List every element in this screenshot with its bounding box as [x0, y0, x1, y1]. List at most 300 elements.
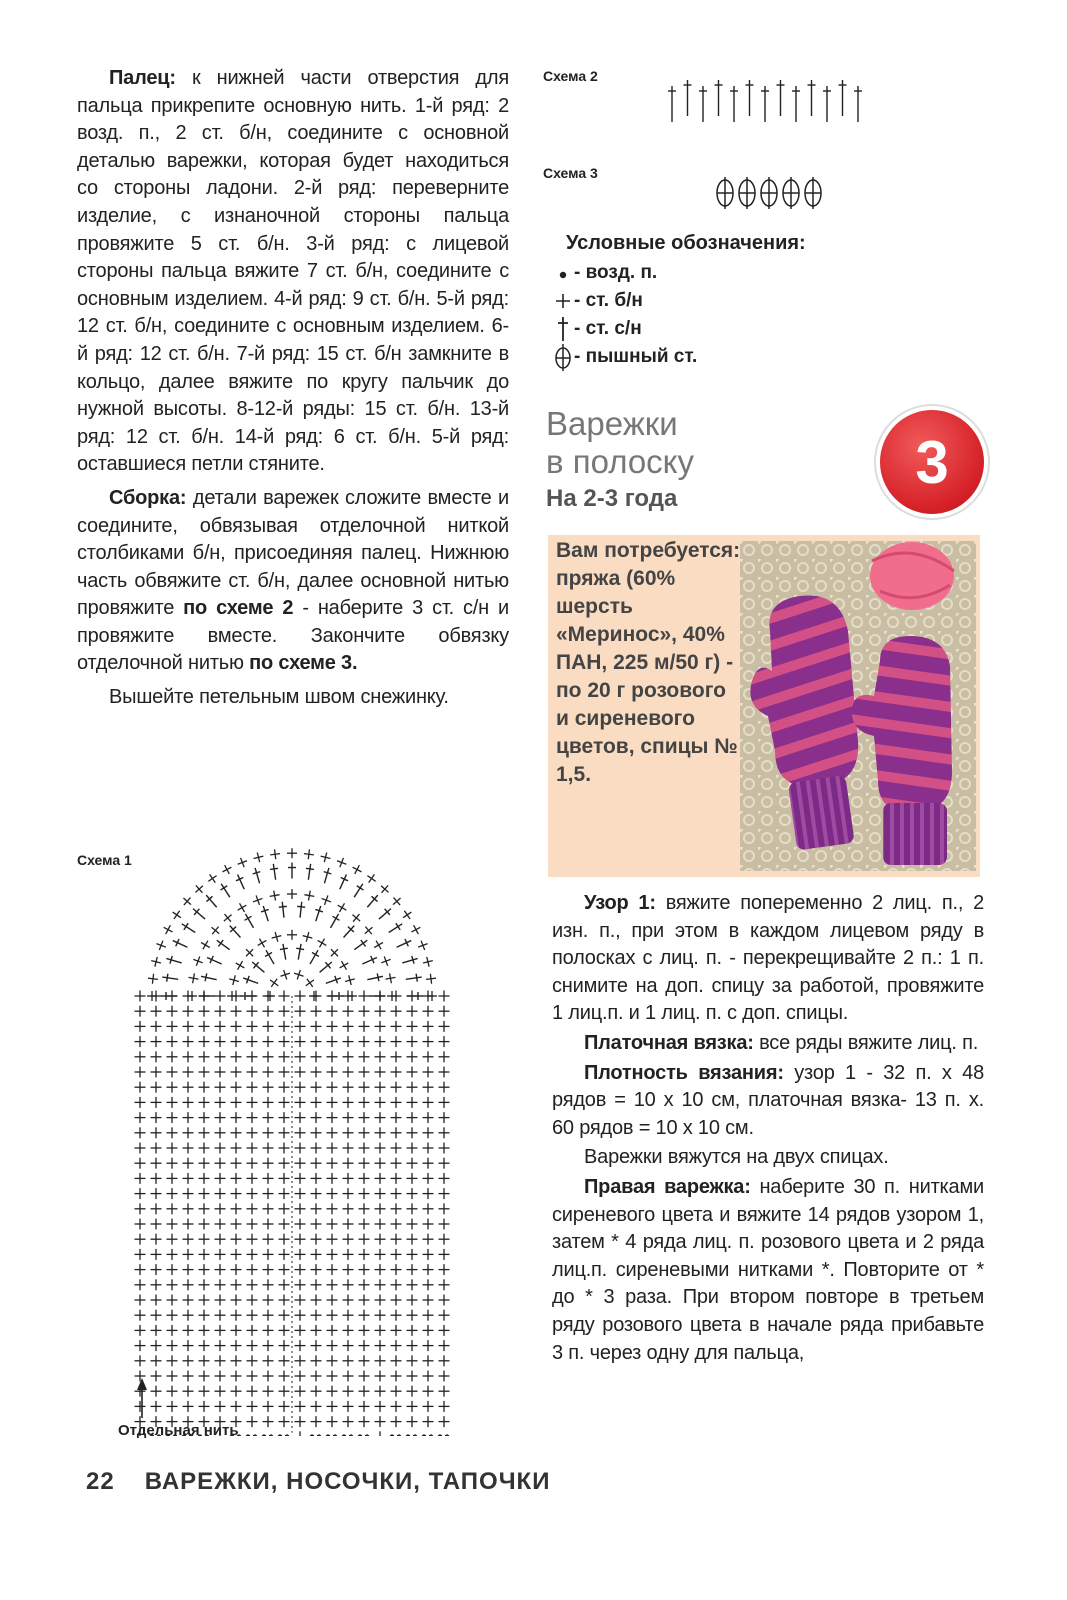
- sc-stitch: [279, 1097, 290, 1108]
- sc-stitch: [311, 1340, 322, 1351]
- sc-stitch: [407, 1112, 418, 1123]
- sc-stitch: [135, 1097, 146, 1108]
- sc-stitch: [279, 991, 290, 1002]
- dc-stitch: [351, 882, 366, 900]
- sc-stitch: [327, 1401, 338, 1412]
- sc-stitch: [343, 1127, 354, 1138]
- sc-stitch: [439, 1264, 450, 1275]
- sc-stitch: [311, 1401, 322, 1412]
- sc-stitch: [343, 1371, 354, 1382]
- sc-stitch: [295, 1431, 306, 1436]
- sc-stitch: [247, 1325, 258, 1336]
- sc-stitch: [343, 1234, 354, 1245]
- sc-stitch: [231, 1234, 242, 1245]
- sc-stitch: [155, 939, 168, 952]
- sc-stitch: [215, 991, 226, 1002]
- two-needles-paragraph: Варежки вяжутся на двух спицах.: [584, 1146, 889, 1169]
- sc-stitch: [199, 1279, 210, 1290]
- sc-stitch: [151, 1067, 162, 1078]
- sc-stitch: [183, 1143, 194, 1154]
- sc-stitch: [263, 1219, 274, 1230]
- sc-stitch: [215, 1158, 226, 1169]
- chain-stitch: [429, 1434, 434, 1436]
- dc-stitch: [250, 959, 267, 975]
- arrow-icon: [137, 1378, 147, 1390]
- sc-stitch: [423, 1295, 434, 1306]
- sc-stitch: [231, 1279, 242, 1290]
- sc-stitch: [215, 1082, 226, 1093]
- sc-stitch: [167, 1082, 178, 1093]
- sc-stitch: [279, 1158, 290, 1169]
- sc-stitch: [311, 1036, 322, 1047]
- sc-stitch: [263, 1295, 274, 1306]
- sc-stitch: [279, 1006, 290, 1017]
- sc-stitch: [228, 974, 240, 986]
- sc-stitch: [295, 1112, 306, 1123]
- sc-stitch: [135, 1264, 146, 1275]
- sc-stitch: [247, 1401, 258, 1412]
- sc-stitch: [215, 1067, 226, 1078]
- sc-stitch: [183, 1340, 194, 1351]
- chain-stitch: [317, 1434, 322, 1436]
- sc-stitch: [231, 1203, 242, 1214]
- sc-stitch: [167, 1355, 178, 1366]
- sc-stitch: [311, 1188, 322, 1199]
- mittens-photo: [740, 541, 976, 871]
- separate-thread-label: Отдельная нить: [118, 1422, 239, 1439]
- dc-stitch: [180, 920, 198, 935]
- sc-stitch: [183, 1371, 194, 1382]
- sc-stitch: [375, 1310, 386, 1321]
- sc-stitch: [263, 1143, 274, 1154]
- sc-stitch: [350, 863, 364, 877]
- sc-stitch: [231, 1310, 242, 1321]
- sc-stitch: [327, 1325, 338, 1336]
- sc-stitch: [372, 938, 386, 952]
- sc-stitch: [215, 1051, 226, 1062]
- sc-stitch: [167, 1295, 178, 1306]
- sc-stitch: [215, 1036, 226, 1047]
- sc-stitch: [295, 1219, 306, 1230]
- sc-stitch: [359, 1188, 370, 1199]
- sc-stitch: [231, 1340, 242, 1351]
- sc-stitch: [311, 1127, 322, 1138]
- project-number-badge: 3: [880, 410, 984, 514]
- sc-stitch: [279, 1310, 290, 1321]
- sc-stitch: [304, 890, 316, 902]
- sc-stitch: [311, 1234, 322, 1245]
- sc-stitch: [199, 1264, 210, 1275]
- dc-stitch: [214, 937, 232, 953]
- sc-stitch: [391, 1112, 402, 1123]
- sc-stitch: [215, 1203, 226, 1214]
- sc-stitch: [167, 1310, 178, 1321]
- sc-stitch: [263, 1127, 274, 1138]
- sc-stitch: [343, 1264, 354, 1275]
- left-column: [77, 65, 509, 712]
- dc-stitch: [699, 86, 707, 122]
- sc-stitch: [423, 1401, 434, 1412]
- sc-stitch: [359, 1097, 370, 1108]
- sc-stitch: [167, 1203, 178, 1214]
- sc-stitch: [263, 1188, 274, 1199]
- sc-stitch: [359, 1279, 370, 1290]
- legend-item-puff: - пышный ст.: [552, 343, 1012, 371]
- sc-stitch: [407, 1219, 418, 1230]
- sc-stitch: [279, 1067, 290, 1078]
- sc-stitch: [391, 1127, 402, 1138]
- puff-stitch: [805, 177, 821, 209]
- sc-stitch: [375, 1097, 386, 1108]
- sc-stitch: [279, 1371, 290, 1382]
- dc-stitch: [263, 948, 278, 966]
- sc-stitch: [295, 1188, 306, 1199]
- sc-stitch: [407, 1127, 418, 1138]
- chain-stitch: [358, 1434, 363, 1436]
- sc-stitch: [311, 1219, 322, 1230]
- sc-stitch: [183, 1264, 194, 1275]
- sc-stitch: [263, 1173, 274, 1184]
- puff-stitch: [783, 177, 799, 209]
- chain-stitch: [269, 1434, 274, 1436]
- sc-stitch: [375, 1051, 386, 1062]
- sc-stitch: [279, 1279, 290, 1290]
- sc-stitch: [375, 1355, 386, 1366]
- dc-stitch: [341, 923, 358, 940]
- sc-stitch: [279, 1234, 290, 1245]
- dc-stitch: [279, 943, 290, 960]
- sc-stitch: [391, 1234, 402, 1245]
- sc-stitch: [151, 1355, 162, 1366]
- sc-stitch: [135, 1371, 146, 1382]
- sc-stitch: [303, 849, 314, 860]
- sc-stitch: [359, 1295, 370, 1306]
- dc-stitch: [165, 955, 183, 967]
- sc-stitch: [327, 1021, 338, 1032]
- dc-stitch: [269, 863, 279, 880]
- sc-stitch: [375, 1112, 386, 1123]
- sc-stitch: [327, 1386, 338, 1397]
- dc-stitch: [761, 86, 769, 122]
- sc-stitch: [327, 1036, 338, 1047]
- garter-heading: Платочная вязка:: [584, 1031, 754, 1054]
- sc-stitch: [167, 1188, 178, 1199]
- sc-stitch: [375, 1082, 386, 1093]
- sc-stitch: [439, 1158, 450, 1169]
- sc-stitch: [375, 1143, 386, 1154]
- sc-stitch: [343, 1219, 354, 1230]
- requirements-box: [548, 535, 980, 877]
- sc-stitch: [247, 1127, 258, 1138]
- chain-stitch: [285, 1434, 290, 1436]
- sc-stitch: [359, 1203, 370, 1214]
- sc-stitch: [423, 1127, 434, 1138]
- sc-stitch: [295, 1401, 306, 1412]
- sc-stitch: [247, 1340, 258, 1351]
- sc-stitch: [439, 1386, 450, 1397]
- dc-stitch: [364, 893, 381, 910]
- sc-stitch: [215, 1401, 226, 1412]
- sc-stitch: [279, 1203, 290, 1214]
- sc-stitch: [327, 1279, 338, 1290]
- sc-stitch: [439, 1203, 450, 1214]
- sc-stitch: [343, 1006, 354, 1017]
- sc-stitch: [279, 1082, 290, 1093]
- sc-stitch: [279, 1051, 290, 1062]
- sc-stitch: [315, 936, 329, 950]
- sc-stitch: [263, 1006, 274, 1017]
- sc-stitch: [192, 955, 205, 968]
- sc-stitch: [167, 1264, 178, 1275]
- sc-stitch: [380, 955, 393, 968]
- sc-stitch: [231, 1097, 242, 1108]
- sc-stitch: [375, 1249, 386, 1260]
- sc-stitch: [295, 1295, 306, 1306]
- sc-stitch: [151, 1188, 162, 1199]
- density-paragraph: Плотность вязания: узор 1 - 32 п. х 48 рядов = 10 х 10 см, платочная вязка- 13 п. х. 60 рядов = 10 х 10 см.: [552, 1061, 984, 1139]
- sc-stitch: [231, 1188, 242, 1199]
- dc-stitch: [278, 901, 288, 918]
- sc-stitch: [215, 1021, 226, 1032]
- dc-stitch: [161, 992, 177, 1000]
- sc-stitch: [167, 1279, 178, 1290]
- sc-stitch: [167, 1386, 178, 1397]
- sc-stitch: [235, 901, 249, 915]
- sc-stitch: [375, 1264, 386, 1275]
- sc-stitch: [287, 930, 297, 940]
- sc-stitch: [135, 1112, 146, 1123]
- dc-stitch: [242, 912, 257, 930]
- sc-stitch: [279, 1127, 290, 1138]
- dc-stitch: [321, 867, 333, 885]
- sc-stitch: [215, 1279, 226, 1290]
- sc-stitch: [231, 1264, 242, 1275]
- sc-stitch: [391, 1036, 402, 1047]
- sc-stitch: [343, 1249, 354, 1260]
- chain-stitch: [413, 1434, 418, 1436]
- sc-stitch: [247, 1295, 258, 1306]
- schema3-chart: [714, 172, 829, 214]
- sc-stitch: [311, 1264, 322, 1275]
- sc-stitch: [183, 1067, 194, 1078]
- sc-stitch: [199, 1143, 210, 1154]
- sc-stitch: [375, 1127, 386, 1138]
- sc-stitch: [295, 1234, 306, 1245]
- dc-stitch: [296, 901, 306, 918]
- sc-stitch: [375, 1295, 386, 1306]
- sc-stitch: [295, 1173, 306, 1184]
- sc-stitch: [151, 1051, 162, 1062]
- sc-stitch: [423, 1264, 434, 1275]
- sc-stitch: [263, 1279, 274, 1290]
- dc-stitch: [199, 992, 215, 1000]
- sc-stitch: [236, 856, 249, 869]
- dc-stitch: [294, 943, 305, 960]
- sc-stitch: [199, 1219, 210, 1230]
- sc-stitch: [295, 1371, 306, 1382]
- sc-stitch: [359, 1340, 370, 1351]
- sc-stitch: [327, 1340, 338, 1351]
- sc-stitch: [231, 1249, 242, 1260]
- sc-stitch: [359, 1067, 370, 1078]
- sc-stitch: [263, 1310, 274, 1321]
- sc-stitch: [375, 1006, 386, 1017]
- sc-stitch: [423, 1188, 434, 1199]
- sc-stitch: [215, 1249, 226, 1260]
- sc-stitch: [180, 894, 194, 908]
- sc-stitch: [343, 1325, 354, 1336]
- sc-stitch: [199, 1371, 210, 1382]
- sc-stitch: [407, 1279, 418, 1290]
- sc-stitch: [327, 1173, 338, 1184]
- sc-stitch: [279, 1340, 290, 1351]
- sc-stitch: [327, 1067, 338, 1078]
- sc-stitch: [279, 1325, 290, 1336]
- sc-stitch: [263, 1082, 274, 1093]
- sc-stitch: [407, 1401, 418, 1412]
- sc-stitch: [170, 908, 184, 922]
- chain-stitch: [406, 1434, 411, 1436]
- legend-item-dc: - ст. с/н: [552, 315, 1012, 343]
- sc-stitch: [407, 1386, 418, 1397]
- sc-stitch: [183, 1386, 194, 1397]
- sc-stitch: [295, 1097, 306, 1108]
- sc-stitch: [343, 1143, 354, 1154]
- sc-stitch: [183, 1082, 194, 1093]
- sc-stitch: [311, 1310, 322, 1321]
- sc-stitch: [391, 1386, 402, 1397]
- sc-stitch: [135, 1188, 146, 1199]
- dc-stitch: [376, 906, 393, 923]
- sc-stitch: [135, 1051, 146, 1062]
- sc-stitch: [199, 1036, 210, 1047]
- sc-stitch: [183, 1279, 194, 1290]
- sc-stitch: [327, 1219, 338, 1230]
- sc-stitch: [349, 911, 363, 925]
- sc-stitch: [391, 1401, 402, 1412]
- sc-stitch: [279, 1355, 290, 1366]
- sc-stitch: [151, 1264, 162, 1275]
- sc-stitch: [391, 1173, 402, 1184]
- sc-stitch: [199, 938, 213, 952]
- sc-stitch: [183, 1127, 194, 1138]
- sc-stitch: [327, 1371, 338, 1382]
- sc-stitch: [311, 1295, 322, 1306]
- sc-stitch: [263, 1325, 274, 1336]
- sc-stitch: [359, 1127, 370, 1138]
- sc-stitch: [311, 1416, 322, 1427]
- sc-stitch: [407, 1082, 418, 1093]
- sc-stitch: [247, 1067, 258, 1078]
- sc-stitch: [167, 1036, 178, 1047]
- schema2-chart: [664, 72, 879, 128]
- sc-stitch: [247, 1051, 258, 1062]
- sc-stitch: [439, 1051, 450, 1062]
- sc-stitch: [135, 1279, 146, 1290]
- sc-stitch: [439, 1295, 450, 1306]
- sc-stitch: [391, 1264, 402, 1275]
- sc-stitch: [439, 1036, 450, 1047]
- sc-stitch: [335, 901, 349, 915]
- sc-stitch: [423, 1249, 434, 1260]
- dc-stitch: [823, 86, 831, 122]
- sc-stitch: [327, 1234, 338, 1245]
- sc-stitch: [407, 1051, 418, 1062]
- sc-stitch: [135, 1127, 146, 1138]
- sc-stitch: [359, 1416, 370, 1427]
- sc-stitch: [263, 1416, 274, 1427]
- sc-stitch: [359, 991, 370, 1002]
- sc-stitch: [247, 1097, 258, 1108]
- sc-stitch: [247, 1386, 258, 1397]
- title-line1: Варежки: [546, 405, 678, 442]
- sc-stitch: [439, 1416, 450, 1427]
- sc-stitch: [263, 1401, 274, 1412]
- schema3-label: Схема 3: [543, 165, 598, 181]
- sc-stitch: [423, 1386, 434, 1397]
- sc-stitch: [327, 1355, 338, 1366]
- sc-stitch: [255, 936, 269, 950]
- sc-stitch: [199, 1112, 210, 1123]
- sc-stitch: [375, 1158, 386, 1169]
- sc-stitch: [423, 1006, 434, 1017]
- sc-stitch: [311, 1112, 322, 1123]
- sc-stitch: [311, 1325, 322, 1336]
- sc-stitch: [375, 1188, 386, 1199]
- sc-stitch: [231, 1355, 242, 1366]
- sc-stitch: [311, 1158, 322, 1169]
- sc-stitch: [247, 1310, 258, 1321]
- sc-stitch: [279, 1416, 290, 1427]
- sc-stitch: [327, 1203, 338, 1214]
- sc-stitch: [343, 1340, 354, 1351]
- sc-stitch: [183, 1036, 194, 1047]
- legend-title: Условные обозначения:: [566, 232, 806, 254]
- dc-stitch: [715, 80, 723, 116]
- sc-stitch: [423, 1067, 434, 1078]
- sc-stitch: [279, 1401, 290, 1412]
- sc-stitch: [167, 1249, 178, 1260]
- sc-stitch: [199, 1234, 210, 1245]
- sc-stitch: [199, 1127, 210, 1138]
- sc-stitch: [423, 1355, 434, 1366]
- page-number: 22: [86, 1468, 115, 1495]
- sc-stitch: [423, 1340, 434, 1351]
- sc-stitch: [231, 1386, 242, 1397]
- sc-stitch: [391, 1051, 402, 1062]
- assembly-heading: Сборка:: [109, 486, 187, 509]
- sc-stitch: [391, 1416, 402, 1427]
- chain-stitch: [365, 1434, 370, 1436]
- sc-stitch: [151, 1127, 162, 1138]
- sc-stitch: [327, 946, 341, 960]
- sc-stitch: [231, 1036, 242, 1047]
- sc-stitch: [247, 1264, 258, 1275]
- sc-stitch: [231, 1295, 242, 1306]
- sc-stitch: [439, 1006, 450, 1017]
- sc-stitch: [423, 1234, 434, 1245]
- schema1-label: Схема 1: [77, 852, 132, 868]
- sc-stitch: [183, 1355, 194, 1366]
- sc-stitch: [183, 1112, 194, 1123]
- sc-stitch: [231, 1006, 242, 1017]
- sc-stitch: [423, 1112, 434, 1123]
- chain-stitch: [333, 1434, 338, 1436]
- sc-stitch: [151, 1310, 162, 1321]
- sc-stitch: [279, 1264, 290, 1275]
- sc-stitch: [343, 1279, 354, 1290]
- sc-stitch: [247, 1021, 258, 1032]
